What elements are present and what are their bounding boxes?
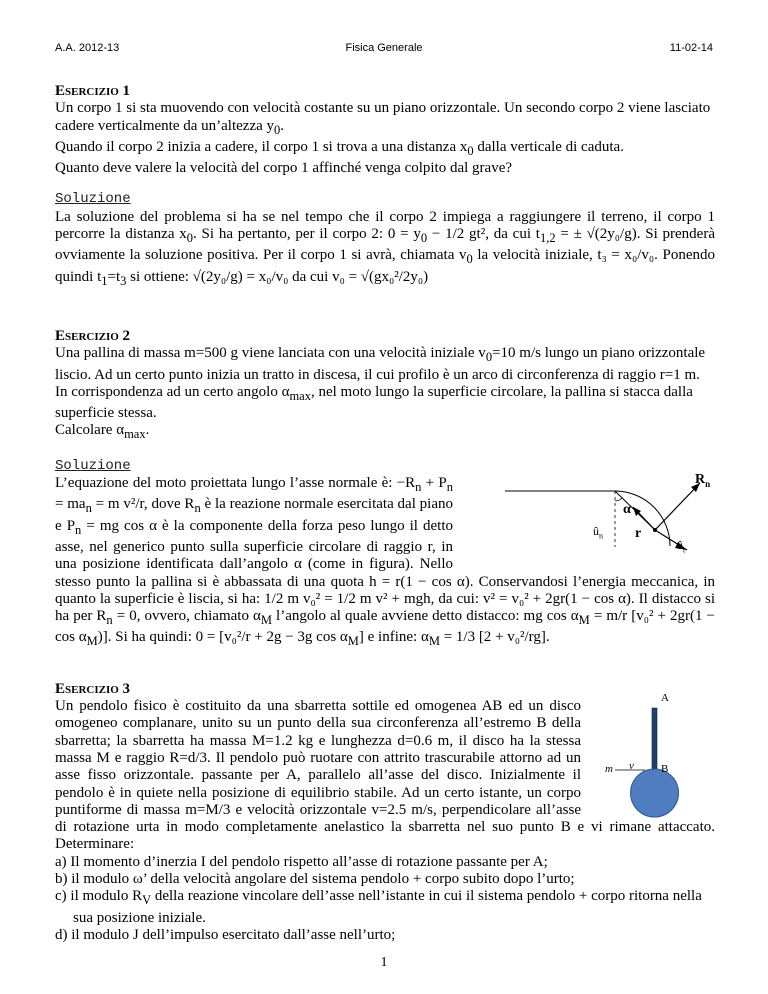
header-date: 11-02-14 <box>669 42 713 54</box>
question-d: d) il modulo J dell’impulso esercitato dall’asse nell’urto; <box>55 926 396 943</box>
exercise-2-text: Una pallina di massa m=500 g viene lanciata con una velocità iniziale $v_0=10$ m/s lungo un piano orizzontale liscio. Ad un certo punto inizia un tratto in discesa, il cui profilo è un arco di circonferenza di raggio r=1 m. In corrispondenza ad un certo angolo $\alpha_{max}$, nel moto lungo la superficie circolare, la pallina si stacca dalla superficie stessa. Calcolare $\alpha_{max}$. <box>55 345 706 442</box>
page-number: 1 <box>380 955 388 970</box>
arc-figure <box>465 472 715 557</box>
question-a: a) Il momento d’inerzia I del pendolo rispetto all’asse di rotazione passante per A; <box>55 853 548 870</box>
header-course-year: A.A. 2012-13 <box>55 42 120 54</box>
solution-1-label: Soluzione <box>55 191 131 208</box>
exercise-2-title: Esercizio 2 <box>55 327 131 344</box>
label-r: r <box>635 526 642 542</box>
label-m: m <box>605 763 613 776</box>
header-subject: Fisica Generale <box>345 42 423 54</box>
label-A: A <box>661 692 669 705</box>
exercise-3-text: Un pendolo fisico è costituito da una sbarretta sottile ed omogenea AB ed un disco omogeneo complanare, unito su un punto della sua circonferenza all’estremo B della sbarretta; la sbarretta ha massa M=1.2 kg e lunghezza d=0.6 m, il disco ha la stessa massa M e raggio R=d/3. Il pendolo può ruotare con attrito trascurabile attorno ad un asse fisso orizzontale. passante per A, parallelo all’asse del disco. Inizialmente il pendolo è in quiete nella posizione di equilibrio stabile. Ad un certo istante, un corpo puntiforme di massa m=M/3 e velocità orizzontale v=2.5 m/s, perpendicolare all’asse di rotazione urta in modo completamente anelastico la sbarretta nel suo punto B e vi rimane attaccato. Determinare: <box>55 698 715 853</box>
pendulum-diagram <box>595 698 715 818</box>
label-Rn: $R_n$ <box>695 472 711 489</box>
question-b: b) il modulo ω’ della velocità angolare del sistema pendolo + corpo subito dopo l’urto; <box>55 870 575 887</box>
document-body <box>55 83 715 944</box>
solution-2-label: Soluzione <box>55 457 131 474</box>
solution-2-text: L’equazione del moto proiettata lungo l’asse normale è: $-R_n + P_n = ma_n = m$ v²/r, dove $R_n$ è la reazione normale esercitata dal piano e $P_n$ = mg cos α è la componente della forza peso lungo il detto asse, nel generico punto sulla superficie circolare di raggio r, in una posizione identificata dall’angolo α (come in figura). Nello stesso punto la pallina si è abbassata di una quota h = r(1 − cos α). Conservandosi l’energia meccanica, in quanto la superficie è liscia, si ha: 1/2 m v₀² = 1/2 m v² + mgh, da cui: v² = v₀² + 2gr(1 − cos α). Il distacco si ha per $R_n = 0$, ovvero, chiamato $\alpha_M$ l’angolo al quale avviene detto distacco: mg $\cos \alpha_M = m/r$ $[v_0^2 + 2gr(1 - \cos \alpha_M)]$. Si ha quindi: 0 = [v₀²/r + 2g − 3g $\cos \alpha_M$] e infine: $\alpha_M = 1/3$ [2 + v₀²/rg]. <box>55 475 715 649</box>
label-alpha: α <box>623 502 631 518</box>
label-v: v <box>629 760 634 773</box>
label-ut: $û_t$ <box>677 538 686 555</box>
exercise-1-title: Esercizio 1 <box>55 83 131 99</box>
label-B: B <box>661 763 669 776</box>
exercise-3-questions <box>55 854 715 944</box>
exercise-1-text: Un corpo 1 si sta muovendo con velocità costante su un piano orizzontale. Un secondo corpo 2 viene lasciato cadere verticalmente da un’altezza $y_0$. Quando il corpo 2 inizia a cadere, il corpo 1 si trova a una distanza $x_0$ dalla verticale di caduta. Quanto deve valere la velocità del corpo 1 affinché venga colpito dal grave? <box>55 100 711 177</box>
exercise-3-title: Esercizio 3 <box>55 680 131 697</box>
question-c: c) il modulo $R_V$ della reazione vincolare dell’asse nell’istante in cui il sistema pendolo + corpo ritorna nella sua posizione iniziale. <box>55 888 702 926</box>
solution-1-text: La soluzione del problema si ha se nel tempo che il corpo 2 impiega a raggiungere il terreno, il corpo 1 percorre la distanza $x_0$. Si ha pertanto, per il corpo 2: $0 = y_0 - 1/2$ gt², da cui $t_{1,2}$ = ± √(2y₀/g). Si prenderà ovviamente la soluzione positiva. Per il corpo 1 si avrà, chiamata $v_0$ la velocità iniziale, t₃ = x₀/v₀. Ponendo quindi $t_1=t_3$ si ottiene: √(2y₀/g) = x₀/v₀ da cui v₀ = √(gx₀²/2y₀) <box>55 208 715 288</box>
pendulum-figure <box>595 692 715 818</box>
label-un: $û_n$ <box>593 524 603 541</box>
